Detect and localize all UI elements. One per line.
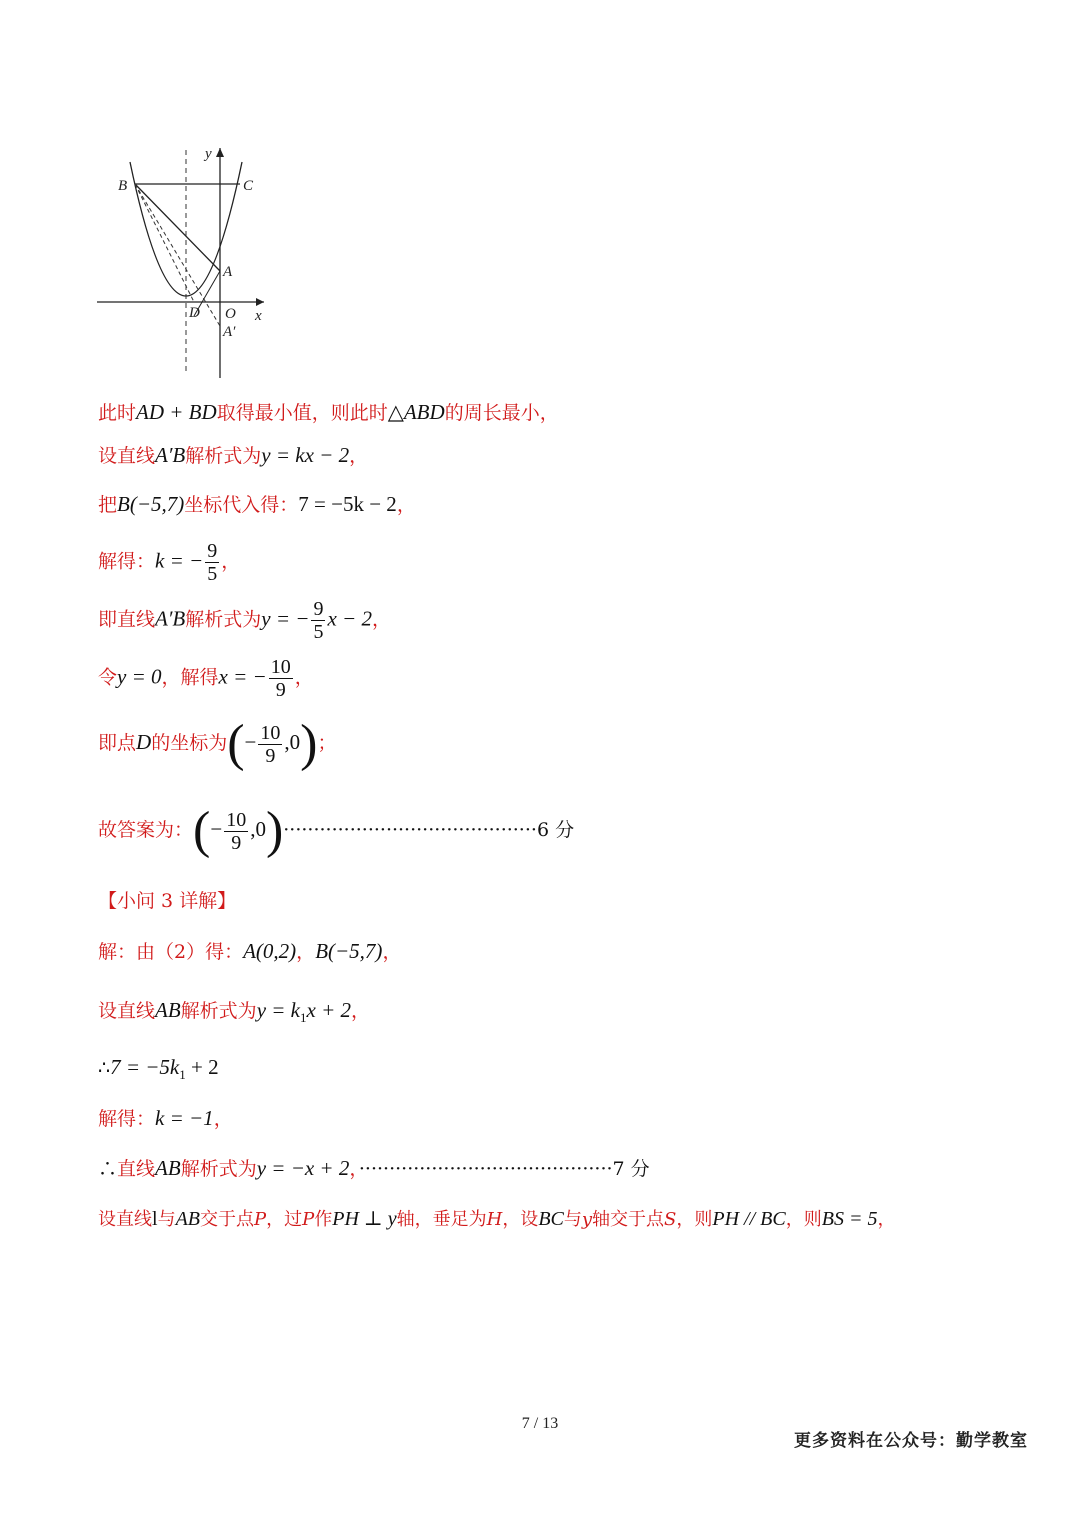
line7-end: ； [317,732,337,754]
line12-math2: + 2 [185,1055,219,1079]
line6-denominator: 9 [275,679,286,701]
x-axis-arrow [256,298,264,306]
line5-math3: x − 2 [327,606,372,631]
line4-math: k = − [155,548,204,573]
line15-m3: P [254,1209,267,1230]
line2-math: A′B [155,443,186,467]
label-b: B [118,178,128,194]
line8-minus: − [210,817,223,841]
line8-close-paren: ) [265,802,284,859]
line15-a: 设直线 [98,1209,152,1230]
line8-fraction [224,809,248,854]
line11-text: 设直线 [98,1000,156,1022]
line5-fraction [311,598,325,643]
line8-denominator: 9 [231,831,242,854]
line7-minus: − [244,730,257,754]
line15-d: ，过 [266,1209,303,1230]
label-d: D [189,305,200,321]
parabola-figure [92,140,272,380]
therefore-symbol: ∴ [98,1057,111,1079]
text-line-11 [98,1000,370,1024]
line6-text2: ，解得 [161,666,219,689]
line15-m10: PH // BC [712,1208,786,1230]
page-number: 7 / 13 [521,1415,559,1432]
text-line-13 [98,1108,233,1129]
line7-text: 即点 [98,732,137,754]
line7-denominator: 9 [265,744,276,767]
segment-bd [135,184,194,302]
line5-end: ， [371,608,391,631]
line5-text: 即直线 [98,608,156,631]
line6-numerator: 10 [270,656,291,678]
line5-text2: 解析式为 [185,608,262,631]
line4-denominator: 5 [207,563,218,585]
line6-text: 令 [98,666,118,689]
line15-m4: P [302,1209,315,1230]
line6-fraction [269,656,293,701]
line3-end: ， [396,494,416,516]
line15-m5: PH ⊥ y [332,1208,397,1230]
line12-subscript: 1 [179,1066,186,1082]
line6-end: ， [294,666,314,689]
line15-e: 作 [314,1209,333,1230]
line2-text: 设直线 [98,445,156,467]
line7-fraction [258,722,282,767]
line8-text: 故答案为： [98,819,194,841]
line15-j: ，则 [676,1209,713,1230]
label-c: C [243,178,254,194]
line3-text2: 坐标代入得： [184,494,299,516]
footer-promo: 更多资料在公众号：勤学教室 [794,1431,1028,1451]
line15-m9: S [664,1209,677,1230]
line11-end: ， [351,1000,371,1022]
label-o: O [225,306,236,322]
line15-f: 轴，垂足为 [396,1209,487,1230]
line15-g: ，设 [502,1209,539,1230]
subquestion-3-heading [98,892,236,911]
line3-text: 把 [98,494,118,516]
line7-text2: 的坐标为 [151,732,228,754]
line15-m6: H [486,1209,503,1230]
line15-m1: l [152,1208,158,1230]
line11-subscript: 1 [300,1009,307,1025]
line15-k: ，则 [785,1209,822,1230]
line8-dots: ·········································· [283,819,537,841]
line5-math: A′B [155,606,186,631]
text-line-2 [98,445,368,466]
line15-i: 轴交于点 [592,1209,665,1230]
line2-end: ， [349,445,369,467]
text-line-7 [98,715,337,772]
line11-math: AB [155,998,181,1022]
line13-math: k = −1 [155,1106,214,1130]
line14-score: 7 分 [612,1158,650,1180]
segment-ba [135,184,220,271]
line7-numerator: 10 [260,721,281,744]
line13-end: ， [213,1108,233,1130]
segment-ba-prime [135,184,220,326]
line15-m2: AB [175,1208,200,1230]
line7-close-paren: ) [300,715,318,772]
text-line-10 [98,941,401,962]
line10-text: 解：由（2）得： [98,941,244,963]
line3-math: B(−5,7) [117,492,185,516]
text-line-15 [98,1209,895,1229]
line15-c: 交于点 [200,1209,254,1230]
line5-denominator: 5 [313,621,324,643]
label-a-prime: A′ [223,324,236,340]
line14-math: AB [155,1156,181,1180]
line15-end: ， [877,1209,896,1230]
line8-tail: ,0 [250,817,266,841]
line15-m8: y [581,1209,593,1230]
line7-tail: ,0 [284,730,301,754]
line11-math3: x + 2 [306,998,351,1022]
line15-m7: BC [538,1208,564,1230]
text-line-6 [98,656,314,701]
line14-end: ， [349,1158,359,1180]
line4-text: 解得： [98,550,156,573]
line7-open-paren: ( [227,715,245,772]
line4-fraction [205,540,219,585]
line15-m11: BS = 5 [821,1208,878,1230]
line11-math2: y = k [256,998,300,1022]
line9-text: 【小问 3 详解】 [98,890,237,912]
line5-math2: y = − [261,606,310,631]
y-axis-arrow [216,148,224,157]
text-line-14 [98,1158,650,1179]
text-line-5 [98,598,391,643]
line2-math2: y = kx − 2 [261,443,350,467]
line1-text2: 取得最小值，则此时 [216,402,388,424]
line1-text: 此时 [98,402,137,424]
line14-dots: ·········································· [358,1158,613,1180]
therefore-symbol-2: ∴ [98,1158,118,1180]
label-a: A [223,264,233,280]
line15-b: 与 [157,1209,176,1230]
text-line-4 [98,540,240,585]
label-y: y [205,146,212,162]
text-line-8 [98,802,575,859]
line14-text2: 解析式为 [180,1158,257,1180]
line11-text2: 解析式为 [180,1000,257,1022]
line10-end: ， [382,941,402,963]
line10-math2: B(−5,7) [315,939,383,963]
line4-end: ， [221,550,241,573]
line10-sep: ， [296,941,316,963]
text-line-12 [98,1057,219,1081]
line5-numerator: 9 [313,598,324,620]
line14-math2: y = −x + 2 [256,1156,350,1180]
label-x: x [255,308,262,324]
line15-h: 与 [563,1209,582,1230]
line1-math2: △ABD [387,400,445,424]
line7-math: D [136,730,152,754]
line13-text: 解得： [98,1108,156,1130]
text-line-3 [98,494,416,515]
line1-math: AD + BD [136,400,217,424]
line8-score: 6 分 [536,819,575,841]
line14-text: 直线 [117,1158,156,1180]
line1-text3: 的周长最小， [444,402,559,424]
line10-math: A(0,2) [243,939,297,963]
line8-open-paren: ( [193,802,211,859]
line12-math: 7 = −5k [110,1055,180,1079]
line8-numerator: 10 [226,808,247,831]
line4-numerator: 9 [207,540,218,562]
line2-text2: 解析式为 [185,445,262,467]
line6-math2: x = − [218,664,267,689]
line6-math: y = 0 [117,664,162,689]
line3-math2: 7 = −5k − 2 [298,492,397,516]
text-line-1 [98,402,559,423]
